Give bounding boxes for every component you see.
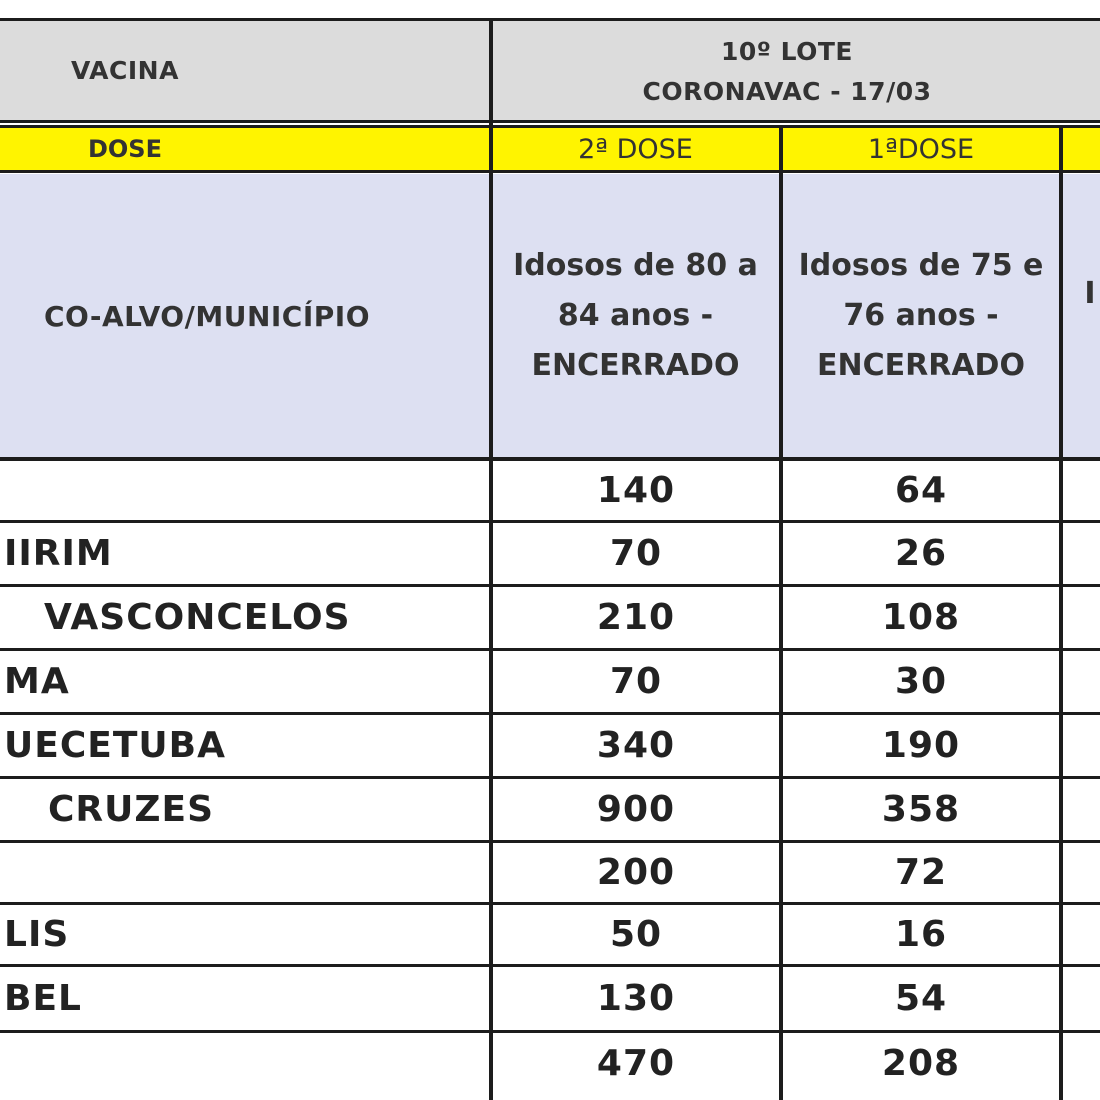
municipio-cell: BEL (4, 977, 82, 1019)
dose2-value: 140 (596, 470, 676, 511)
lote-line2: CORONAVAC - 17/03 (642, 77, 932, 106)
dose2-value: 130 (596, 977, 676, 1019)
dose1-value: 208 (881, 1042, 961, 1084)
target-3dose-partial: I (1084, 276, 1096, 311)
target-1dose-line3: ENCERRADO (817, 348, 1025, 383)
grid-line (779, 128, 783, 1100)
grid-line (0, 18, 1100, 21)
dose1-value: 358 (881, 788, 961, 830)
municipio-cell: IIRIM (4, 532, 113, 574)
grid-line (0, 170, 1100, 173)
grid-line (489, 18, 493, 1100)
target-1dose-line1: Idosos de 75 e (798, 248, 1044, 283)
municipio-cell: CRUZES (48, 788, 214, 830)
municipio-cell: VASCONCELOS (44, 596, 351, 638)
dose2-value: 900 (596, 788, 676, 830)
target-2dose-line3: ENCERRADO (531, 348, 740, 383)
dose2-value: 50 (609, 913, 663, 955)
target-1dose-line2: 76 anos - (843, 298, 999, 333)
target-1dose (783, 174, 1059, 458)
dose1-value: 64 (894, 470, 948, 511)
dose2-value: 210 (596, 596, 676, 638)
dose2-value: 470 (596, 1042, 676, 1084)
dose1-value: 26 (894, 532, 948, 574)
municipio-cell: UECETUBA (4, 724, 226, 766)
dose2-value: 70 (609, 532, 663, 574)
lote-label (492, 24, 1100, 120)
grid-line (0, 125, 1100, 128)
municipio-cell (0, 842, 488, 902)
target-2dose-line2: 84 anos - (557, 298, 714, 333)
dose2-value: 340 (596, 724, 676, 766)
publico-alvo-label: CO-ALVO/MUNICÍPIO (43, 299, 370, 333)
dose1-value: 54 (894, 977, 948, 1019)
dose-label: DOSE (87, 135, 162, 163)
dose1-value: 108 (881, 596, 961, 638)
municipio-cell (0, 461, 488, 520)
dose1-value: 16 (894, 913, 948, 955)
grid-line (1059, 128, 1063, 1100)
dose2-value: 200 (596, 851, 676, 893)
dose1-value: 30 (894, 660, 948, 702)
target-2dose-line1: Idosos de 80 a (513, 248, 758, 283)
target-2dose (492, 174, 779, 458)
grid-line (0, 457, 1100, 461)
dose1-label: 1ªDOSE (867, 133, 975, 165)
dose3-header-bg (1063, 128, 1100, 170)
dose2-value: 70 (609, 660, 663, 702)
municipio-cell: LIS (4, 913, 70, 955)
lote-line1: 10º LOTE (720, 37, 853, 66)
dose1-value: 72 (894, 851, 948, 893)
dose1-value: 190 (881, 724, 961, 766)
grid-line (0, 120, 1100, 123)
dose2-label: 2ª DOSE (578, 133, 693, 165)
municipio-cell (0, 1032, 488, 1094)
vacina-label: VACINA (71, 55, 179, 85)
municipio-cell: MA (4, 660, 70, 702)
